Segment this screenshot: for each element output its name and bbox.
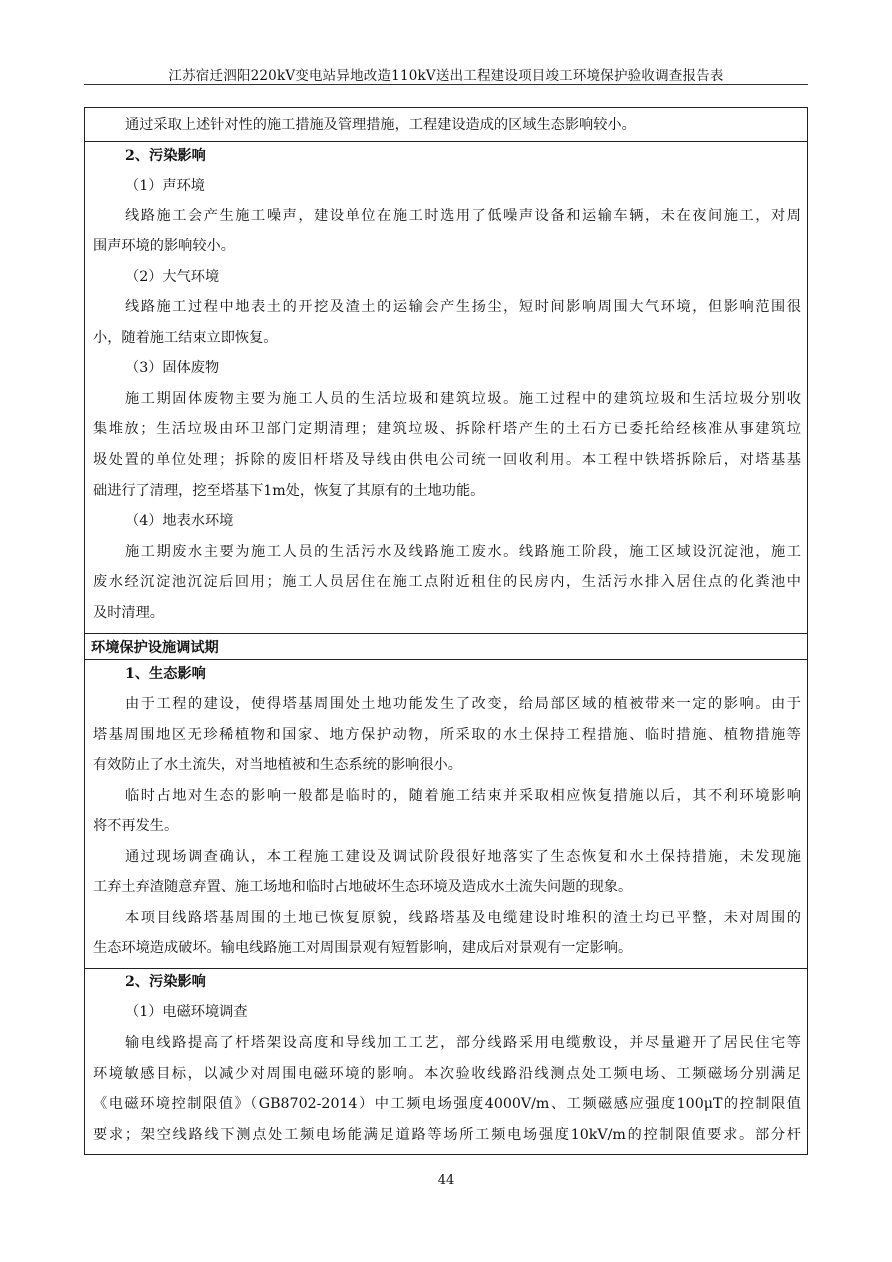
ecology-line: 本项目线路塔基周围的土地已恢复原貌，线路塔基及电缆建设时堆积的渣土均已平整，未对周围的	[125, 910, 801, 926]
ecology-line: 临时占地对生态的影响一般都是临时的，随着施工结束并采取相应恢复措施以后，其不利环境影响	[125, 788, 801, 804]
ecology-line: 工弃土弃渣随意弃置、施工场地和临时占地破坏生态环境及造成水土流失问题的现象。	[93, 879, 633, 895]
ecology-line: 将不再发生。	[93, 818, 179, 834]
page-number: 44	[437, 1173, 455, 1188]
em-title: （1）电磁环境调查	[125, 1004, 248, 1020]
solid-waste-line: 施工期固体废物主要为施工人员的生活垃圾和建筑垃圾。施工过程中的建筑垃圾和生活垃圾分别收	[125, 391, 801, 407]
em-line: 《电磁环境控制限值》（GB8702-2014）中工频电场强度4000V/m、工频磁感应强度100μT的控制限值	[93, 1096, 801, 1112]
row-divider	[85, 659, 807, 660]
report-table	[84, 107, 808, 1155]
air-title: （2）大气环境	[125, 269, 220, 285]
ecology-heading: 1、生态影响	[125, 666, 206, 682]
em-line: 输电线路提高了杆塔架设高度和导线加工工艺，部分线路采用电缆敷设，并尽量避开了居民住宅等	[125, 1035, 801, 1051]
surface-water-title: （4）地表水环境	[125, 513, 234, 529]
section-title: 环境保护设施调试期	[91, 640, 219, 656]
pollution-heading: 2、污染影响	[125, 148, 206, 164]
header-divider	[84, 84, 808, 85]
air-line: 小，随着施工结束立即恢复。	[93, 330, 278, 346]
noise-line: 线路施工会产生施工噪声，建设单位在施工时选用了低噪声设备和运输车辆，未在夜间施工，对周	[125, 208, 801, 224]
solid-waste-line: 础进行了清理，挖至塔基下1m处，恢复了其原有的土地功能。	[93, 483, 485, 499]
ecology-line: 有效防止了水土流失，对当地植被和生态系统的影响很小。	[93, 757, 462, 773]
surface-water-line: 及时清理。	[93, 605, 164, 621]
air-line: 线路施工过程中地表土的开挖及渣土的运输会产生扬尘，短时间影响周围大气环境，但影响范围很	[125, 299, 801, 315]
em-line: 环境敏感目标，以减少对周围电磁环境的影响。本次验收线路沿线测点处工频电场、工频磁场分别满足	[93, 1066, 801, 1082]
row-divider	[85, 141, 807, 142]
solid-waste-line: 圾处置的单位处理；拆除的废旧杆塔及导线由供电公司统一回收利用。本工程中铁塔拆除后，对塔基基	[93, 452, 801, 468]
row-divider	[85, 633, 807, 634]
ecology-line: 塔基周围地区无珍稀植物和国家、地方保护动物，所采取的水土保持工程措施、临时措施、植物措施等	[93, 727, 801, 743]
solid-waste-title: （3）固体废物	[125, 360, 220, 376]
pollution-heading: 2、污染影响	[125, 974, 206, 990]
solid-waste-line: 集堆放；生活垃圾由环卫部门定期清理；建筑垃圾、拆除杆塔产生的土石方已委托给经核准从事建筑垃	[93, 421, 801, 437]
ecology-line: 生态环境造成破坏。输电线路施工对周围景观有短暂影响，建成后对景观有一定影响。	[93, 940, 633, 956]
document-header: 江苏宿迁泗阳220kV变电站异地改造110kV送出工程建设项目竣工环境保护验收调查报告表	[168, 68, 724, 84]
ecology-line: 通过现场调查确认，本工程施工建设及调试阶段很好地落实了生态恢复和水土保持措施，未发现施	[125, 849, 801, 865]
noise-title: （1）声环境	[125, 178, 205, 194]
row-divider	[85, 968, 807, 969]
surface-water-line: 施工期废水主要为施工人员的生活污水及线路施工废水。线路施工阶段，施工区域设沉淀池，施工	[125, 544, 801, 560]
ecology-line: 由于工程的建设，使得塔基周围处土地功能发生了改变，给局部区域的植被带来一定的影响。由于	[125, 696, 801, 712]
noise-line: 围声环境的影响较小。	[93, 238, 235, 254]
surface-water-line: 废水经沉淀池沉淀后回用；施工人员居住在施工点附近租住的民房内，生活污水排入居住点的化粪池中	[93, 574, 801, 590]
summary-text: 通过采取上述针对性的施工措施及管理措施，工程建设造成的区域生态影响较小。	[125, 117, 636, 133]
em-line: 要求；架空线路线下测点处工频电场能满足道路等场所工频电场强度10kV/m的控制限值要求。部分杆	[93, 1127, 801, 1143]
